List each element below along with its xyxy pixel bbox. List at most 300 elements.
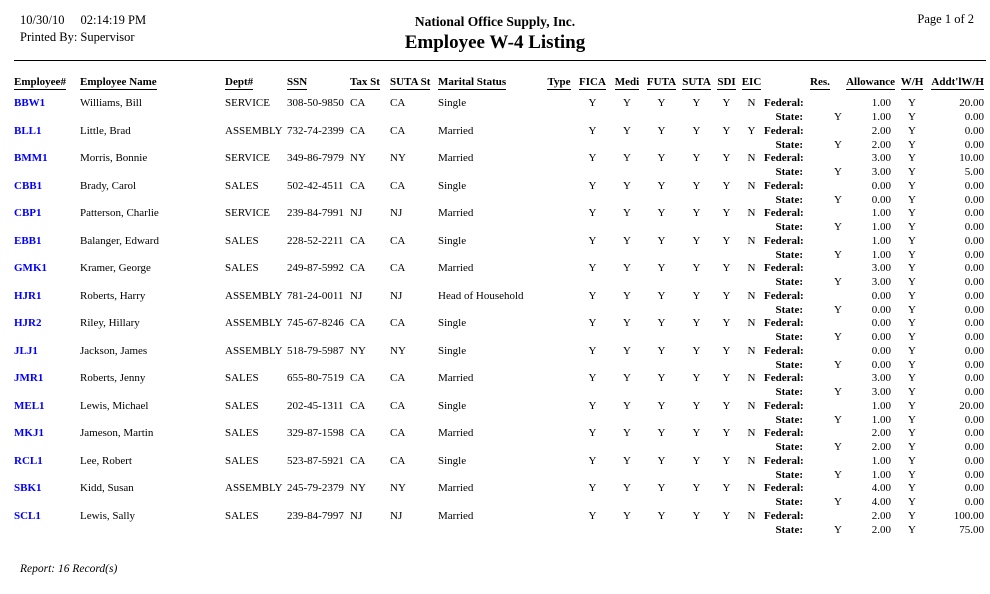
- federal-label: Federal:: [764, 399, 804, 412]
- cell-suta: Y: [692, 317, 701, 330]
- cell-dept: SALES: [225, 372, 259, 385]
- cell-futa: Y: [657, 234, 666, 247]
- col-header-fica: FICA: [579, 76, 606, 88]
- cell-type: [543, 152, 575, 166]
- employee-state-row: [14, 523, 986, 537]
- cell-id[interactable]: HJR1: [14, 289, 42, 302]
- cell-state-allowance: 0.00: [871, 303, 891, 316]
- cell-dept: SALES: [225, 427, 259, 440]
- federal-label: Federal:: [764, 234, 804, 247]
- cell-blank: [225, 386, 287, 400]
- cell-blank: [14, 221, 80, 235]
- cell-blank: [739, 468, 764, 482]
- cell-ssn: 732-74-2399: [287, 124, 344, 137]
- cell-suta: Y: [692, 482, 701, 495]
- cell-blank: [390, 331, 438, 345]
- cell-sdi: Y: [722, 97, 731, 110]
- cell-suta-st: CA: [390, 317, 406, 330]
- cell-blank: [714, 248, 739, 262]
- cell-blank: [225, 441, 287, 455]
- cell-eic: N: [747, 152, 756, 165]
- cell-federal-allowance: 2.00: [871, 427, 891, 440]
- cell-sdi: Y: [722, 399, 731, 412]
- cell-marital: Married: [438, 152, 474, 165]
- cell-state-addl-wh: 0.00: [964, 358, 984, 371]
- cell-blank: [350, 468, 390, 482]
- cell-blank: [14, 276, 80, 290]
- cell-state-wh: Y: [908, 523, 916, 536]
- cell-sdi: Y: [722, 454, 731, 467]
- cell-blank: [679, 303, 714, 317]
- cell-ssn: 329-87-1598: [287, 427, 344, 440]
- cell-blank: [80, 496, 225, 510]
- cell-federal-allowance: 2.00: [871, 509, 891, 522]
- cell-blank: [225, 331, 287, 345]
- cell-federal-wh: Y: [908, 317, 916, 330]
- cell-marital: Single: [438, 97, 467, 110]
- cell-blank: [679, 358, 714, 372]
- cell-blank: [438, 441, 543, 455]
- cell-blank: [438, 413, 543, 427]
- cell-sdi: Y: [722, 289, 731, 302]
- cell-dept: SALES: [225, 179, 259, 192]
- cell-state-res: Y: [834, 111, 842, 124]
- cell-type: [543, 427, 575, 441]
- cell-sdi: Y: [722, 262, 731, 275]
- cell-blank: [739, 496, 764, 510]
- cell-blank: [714, 303, 739, 317]
- cell-blank: [610, 468, 644, 482]
- cell-blank: [80, 166, 225, 180]
- cell-fica: Y: [588, 97, 597, 110]
- cell-futa: Y: [657, 509, 666, 522]
- cell-blank: [714, 386, 739, 400]
- cell-state-allowance: 2.00: [871, 138, 891, 151]
- cell-ssn: 781-24-0011: [287, 289, 344, 302]
- cell-fica: Y: [588, 152, 597, 165]
- cell-id[interactable]: MKJ1: [14, 427, 44, 440]
- cell-blank: [350, 221, 390, 235]
- cell-id[interactable]: MEL1: [14, 399, 45, 412]
- state-label: State:: [775, 386, 803, 399]
- cell-tax-st: NY: [350, 152, 366, 165]
- cell-futa: Y: [657, 317, 666, 330]
- employee-federal-row: [14, 290, 986, 304]
- cell-blank: [350, 303, 390, 317]
- state-label: State:: [775, 303, 803, 316]
- cell-sdi: Y: [722, 124, 731, 137]
- cell-tax-st: CA: [350, 454, 366, 467]
- col-header-employee-no: Employee#: [14, 76, 66, 88]
- cell-eic: N: [747, 234, 756, 247]
- cell-federal-allowance: 0.00: [871, 289, 891, 302]
- cell-blank: [714, 496, 739, 510]
- cell-id[interactable]: GMK1: [14, 262, 47, 275]
- cell-sdi: Y: [722, 427, 731, 440]
- cell-fica: Y: [588, 262, 597, 275]
- col-header-medi: Medi: [614, 76, 640, 88]
- cell-blank: [644, 523, 679, 537]
- employee-federal-row: [14, 400, 986, 414]
- cell-blank: [714, 331, 739, 345]
- cell-suta-st: CA: [390, 399, 406, 412]
- federal-label: Federal:: [764, 207, 804, 220]
- cell-id[interactable]: RCL1: [14, 454, 43, 467]
- cell-blank: [575, 276, 610, 290]
- cell-blank: [644, 331, 679, 345]
- cell-state-allowance: 2.00: [871, 523, 891, 536]
- cell-id[interactable]: CBP1: [14, 207, 42, 220]
- cell-id[interactable]: JLJ1: [14, 344, 38, 357]
- cell-blank: [610, 441, 644, 455]
- cell-state-allowance: 1.00: [871, 413, 891, 426]
- cell-state-allowance: 1.00: [871, 468, 891, 481]
- cell-futa: Y: [657, 427, 666, 440]
- cell-federal-addl-wh: 0.00: [964, 454, 984, 467]
- employee-state-row: [14, 386, 986, 400]
- cell-blank: [714, 468, 739, 482]
- cell-federal-allowance: 1.00: [871, 97, 891, 110]
- cell-blank: [543, 248, 575, 262]
- cell-tax-st: CA: [350, 234, 366, 247]
- cell-state-allowance: 1.00: [871, 248, 891, 261]
- cell-federal-addl-wh: 0.00: [964, 482, 984, 495]
- cell-dept: SERVICE: [225, 97, 270, 110]
- cell-blank: [644, 413, 679, 427]
- cell-type: [543, 97, 575, 111]
- cell-blank: [438, 468, 543, 482]
- cell-state-allowance: 3.00: [871, 386, 891, 399]
- cell-type: [543, 262, 575, 276]
- cell-blank: [14, 386, 80, 400]
- cell-blank: [739, 413, 764, 427]
- cell-tax-st: NJ: [350, 207, 363, 220]
- cell-sdi: Y: [722, 344, 731, 357]
- cell-blank: [575, 193, 610, 207]
- cell-blank: [390, 193, 438, 207]
- cell-blank: [739, 166, 764, 180]
- cell-blank: [80, 413, 225, 427]
- employee-state-row: [14, 441, 986, 455]
- cell-fica: Y: [588, 234, 597, 247]
- cell-federal-allowance: 0.00: [871, 179, 891, 192]
- cell-blank: [350, 276, 390, 290]
- cell-blank: [14, 358, 80, 372]
- cell-fica: Y: [588, 399, 597, 412]
- cell-marital: Single: [438, 179, 467, 192]
- cell-name: Roberts, Jenny: [80, 372, 146, 385]
- cell-blank: [225, 221, 287, 235]
- cell-futa: Y: [657, 454, 666, 467]
- cell-blank: [679, 138, 714, 152]
- cell-federal-allowance: 1.00: [871, 399, 891, 412]
- employee-state-row: [14, 468, 986, 482]
- cell-type: [543, 345, 575, 359]
- cell-marital: Single: [438, 344, 467, 357]
- employee-federal-row: [14, 372, 986, 386]
- cell-state-res: Y: [834, 413, 842, 426]
- cell-federal-allowance: 4.00: [871, 482, 891, 495]
- cell-type: [543, 372, 575, 386]
- report-title: Employee W-4 Listing: [404, 32, 586, 53]
- cell-blank: [575, 496, 610, 510]
- cell-blank: [438, 523, 543, 537]
- cell-id[interactable]: BMM1: [14, 152, 48, 165]
- cell-blank: [644, 111, 679, 125]
- cell-state-res: Y: [834, 221, 842, 234]
- state-label: State:: [775, 111, 803, 124]
- cell-medi: Y: [623, 207, 631, 220]
- cell-id[interactable]: SCL1: [14, 509, 41, 522]
- cell-federal-res: [808, 317, 846, 331]
- employee-state-row: [14, 248, 986, 262]
- cell-marital: Single: [438, 399, 467, 412]
- cell-blank: [543, 303, 575, 317]
- cell-fica: Y: [588, 289, 597, 302]
- cell-type: [543, 235, 575, 249]
- cell-federal-addl-wh: 0.00: [964, 427, 984, 440]
- cell-name: Lewis, Sally: [80, 509, 135, 522]
- federal-label: Federal:: [764, 344, 804, 357]
- page-indicator: Page 1 of 2: [917, 12, 974, 26]
- cell-federal-wh: Y: [908, 124, 916, 137]
- employee-federal-row: [14, 235, 986, 249]
- cell-fica: Y: [588, 482, 597, 495]
- state-label: State:: [775, 413, 803, 426]
- cell-id[interactable]: BBW1: [14, 97, 46, 110]
- cell-blank: [438, 331, 543, 345]
- cell-suta-st: CA: [390, 372, 406, 385]
- cell-blank: [575, 441, 610, 455]
- cell-dept: SERVICE: [225, 207, 270, 220]
- cell-blank: [390, 111, 438, 125]
- federal-label: Federal:: [764, 97, 804, 110]
- cell-blank: [543, 276, 575, 290]
- cell-blank: [390, 138, 438, 152]
- cell-marital: Married: [438, 207, 474, 220]
- cell-blank: [438, 248, 543, 262]
- cell-state-res: Y: [834, 386, 842, 399]
- cell-id[interactable]: HJR2: [14, 317, 42, 330]
- cell-ssn: 249-87-5992: [287, 262, 344, 275]
- cell-sdi: Y: [722, 179, 731, 192]
- cell-suta: Y: [692, 399, 701, 412]
- cell-federal-addl-wh: 0.00: [964, 317, 984, 330]
- cell-fica: Y: [588, 317, 597, 330]
- cell-suta-st: CA: [390, 124, 406, 137]
- cell-eic: Y: [747, 124, 756, 137]
- cell-blank: [225, 523, 287, 537]
- cell-id[interactable]: BLL1: [14, 124, 42, 137]
- cell-ssn: 349-86-7979: [287, 152, 344, 165]
- cell-tax-st: CA: [350, 262, 366, 275]
- cell-state-allowance: 3.00: [871, 166, 891, 179]
- cell-blank: [390, 248, 438, 262]
- cell-sdi: Y: [722, 207, 731, 220]
- cell-futa: Y: [657, 399, 666, 412]
- cell-eic: N: [747, 509, 756, 522]
- cell-blank: [80, 111, 225, 125]
- cell-state-addl-wh: 0.00: [964, 303, 984, 316]
- cell-blank: [80, 193, 225, 207]
- employee-federal-row: [14, 97, 986, 111]
- cell-fica: Y: [588, 372, 597, 385]
- cell-id[interactable]: SBK1: [14, 482, 42, 495]
- cell-blank: [714, 523, 739, 537]
- cell-blank: [287, 386, 350, 400]
- cell-name: Little, Brad: [80, 124, 131, 137]
- cell-blank: [610, 413, 644, 427]
- col-header-tax-st: Tax St: [350, 76, 380, 88]
- cell-futa: Y: [657, 152, 666, 165]
- cell-fica: Y: [588, 344, 597, 357]
- cell-blank: [644, 358, 679, 372]
- cell-blank: [543, 221, 575, 235]
- cell-suta-st: CA: [390, 234, 406, 247]
- federal-label: Federal:: [764, 152, 804, 165]
- employee-state-row: [14, 111, 986, 125]
- employee-state-row: [14, 193, 986, 207]
- cell-state-wh: Y: [908, 248, 916, 261]
- cell-federal-addl-wh: 0.00: [964, 289, 984, 302]
- cell-futa: Y: [657, 262, 666, 275]
- cell-futa: Y: [657, 207, 666, 220]
- cell-federal-wh: Y: [908, 427, 916, 440]
- cell-state-addl-wh: 5.00: [964, 166, 984, 179]
- cell-id[interactable]: JMR1: [14, 372, 44, 385]
- cell-ssn: 228-52-2211: [287, 234, 344, 247]
- cell-suta: Y: [692, 179, 701, 192]
- cell-blank: [14, 496, 80, 510]
- cell-suta-st: CA: [390, 179, 406, 192]
- cell-federal-res: [808, 510, 846, 524]
- cell-blank: [80, 331, 225, 345]
- cell-ssn: 518-79-5987: [287, 344, 344, 357]
- cell-eic: N: [747, 344, 756, 357]
- cell-blank: [438, 358, 543, 372]
- cell-state-addl-wh: 0.00: [964, 441, 984, 454]
- cell-state-wh: Y: [908, 358, 916, 371]
- cell-state-res: Y: [834, 468, 842, 481]
- cell-blank: [287, 496, 350, 510]
- cell-suta-st: NJ: [390, 207, 403, 220]
- col-header-addl-wh: Addt'lW/H: [931, 76, 984, 88]
- cell-federal-allowance: 3.00: [871, 372, 891, 385]
- cell-marital: Single: [438, 317, 467, 330]
- cell-medi: Y: [623, 262, 631, 275]
- cell-tax-st: CA: [350, 97, 366, 110]
- cell-ssn: 523-87-5921: [287, 454, 344, 467]
- cell-dept: SALES: [225, 509, 259, 522]
- cell-dept: SALES: [225, 454, 259, 467]
- cell-medi: Y: [623, 124, 631, 137]
- cell-state-wh: Y: [908, 386, 916, 399]
- cell-marital: Head of Household: [438, 289, 524, 302]
- cell-marital: Married: [438, 427, 474, 440]
- cell-futa: Y: [657, 179, 666, 192]
- cell-suta-st: CA: [390, 454, 406, 467]
- cell-blank: [287, 413, 350, 427]
- employee-state-row: [14, 221, 986, 235]
- cell-fica: Y: [588, 427, 597, 440]
- cell-blank: [14, 138, 80, 152]
- cell-ssn: 239-84-7997: [287, 509, 344, 522]
- cell-blank: [225, 303, 287, 317]
- cell-blank: [80, 441, 225, 455]
- cell-marital: Married: [438, 509, 474, 522]
- cell-blank: [543, 386, 575, 400]
- cell-blank: [714, 276, 739, 290]
- cell-fica: Y: [588, 509, 597, 522]
- cell-blank: [14, 166, 80, 180]
- cell-id[interactable]: CBB1: [14, 179, 43, 192]
- cell-blank: [225, 166, 287, 180]
- cell-blank: [438, 221, 543, 235]
- cell-dept: SALES: [225, 234, 259, 247]
- cell-blank: [80, 138, 225, 152]
- cell-marital: Married: [438, 262, 474, 275]
- cell-blank: [575, 523, 610, 537]
- cell-blank: [679, 221, 714, 235]
- cell-futa: Y: [657, 344, 666, 357]
- cell-blank: [679, 276, 714, 290]
- cell-state-wh: Y: [908, 331, 916, 344]
- cell-medi: Y: [623, 179, 631, 192]
- cell-federal-addl-wh: 0.00: [964, 207, 984, 220]
- cell-state-addl-wh: 0.00: [964, 496, 984, 509]
- cell-blank: [80, 468, 225, 482]
- cell-id[interactable]: EBB1: [14, 234, 42, 247]
- cell-federal-wh: Y: [908, 482, 916, 495]
- col-header-sdi: SDI: [717, 76, 736, 88]
- cell-medi: Y: [623, 482, 631, 495]
- cell-name: Kidd, Susan: [80, 482, 134, 495]
- cell-type: [543, 482, 575, 496]
- cell-blank: [287, 358, 350, 372]
- cell-federal-allowance: 0.00: [871, 317, 891, 330]
- cell-medi: Y: [623, 317, 631, 330]
- cell-name: Patterson, Charlie: [80, 207, 159, 220]
- cell-blank: [225, 276, 287, 290]
- cell-blank: [679, 386, 714, 400]
- cell-medi: Y: [623, 97, 631, 110]
- cell-blank: [679, 468, 714, 482]
- cell-marital: Married: [438, 372, 474, 385]
- cell-federal-addl-wh: 20.00: [959, 399, 984, 412]
- cell-blank: [350, 358, 390, 372]
- cell-medi: Y: [623, 234, 631, 247]
- cell-blank: [543, 111, 575, 125]
- cell-sdi: Y: [722, 152, 731, 165]
- cell-fica: Y: [588, 124, 597, 137]
- cell-suta: Y: [692, 262, 701, 275]
- cell-federal-wh: Y: [908, 152, 916, 165]
- cell-blank: [390, 166, 438, 180]
- federal-label: Federal:: [764, 179, 804, 192]
- cell-medi: Y: [623, 427, 631, 440]
- state-label: State:: [775, 248, 803, 261]
- cell-blank: [438, 166, 543, 180]
- state-label: State:: [775, 221, 803, 234]
- cell-dept: ASSEMBLY: [225, 289, 283, 302]
- cell-name: Riley, Hillary: [80, 317, 140, 330]
- cell-state-addl-wh: 0.00: [964, 386, 984, 399]
- employee-federal-row: [14, 427, 986, 441]
- cell-blank: [543, 331, 575, 345]
- cell-state-addl-wh: 75.00: [959, 523, 984, 536]
- cell-suta: Y: [692, 427, 701, 440]
- cell-suta-st: NY: [390, 152, 406, 165]
